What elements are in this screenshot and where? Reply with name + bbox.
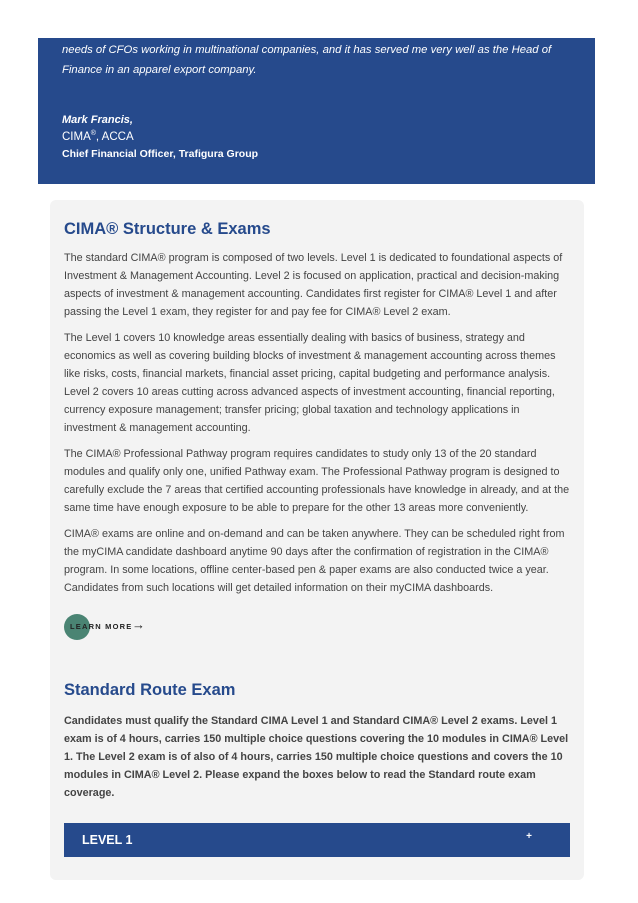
standard-route-body: Candidates must qualify the Standard CIMA Level 1 and Standard CIMA® Level 2 exams. Level 1 exam is of 4 hours, carries 150 multiple choice questions covering the 10 modules in CIMA® Level 1. The Level 2 exam is of also of 4 hours, carries 150 multiple choice questions and covers the 10 modules in CIMA® Level 2. Please expand the boxes below to read the Standard route exam coverage. [64, 715, 569, 799]
structure-paragraph: The CIMA® Professional Pathway program requires candidates to study only 13 of the 20 standard modules and qualify only one, unified Pathway exam. The Professional Pathway program is designed to carefully exclude the 7 areas that certified accounting professionals have knowledge in already, and at the same time have enough exposure to be able to prepare for the other 13 areas more conveniently. [64, 448, 570, 514]
testimonial-quote: needs of CFOs working in multinational companies, and it has served me very well as the Head of Finance in an apparel export company. [62, 44, 552, 76]
standard-route-title: Standard Route Exam [64, 681, 236, 699]
plus-icon[interactable]: + [526, 831, 532, 842]
standard-route-section [64, 681, 574, 810]
structure-paragraph: The Level 1 covers 10 knowledge areas essentially dealing with basics of business, strategy and economics as well as covering building blocks of investment & management accounting across themes like risks, costs, financial markets, financial asset pricing, capital budgeting and performance analysis. Level 2 covers 10 areas cutting across advanced aspects of investment accounting, financial reporting, currency exposure management; transfer pricing; global taxation and technology applications in investment & management accounting. [64, 332, 556, 434]
testimonial-credentials: CIMA®, ACCA [62, 130, 134, 143]
testimonial-block [38, 38, 595, 184]
structure-section [64, 220, 574, 605]
testimonial-author: Mark Francis, [62, 114, 133, 126]
structure-title: CIMA® Structure & Exams [64, 220, 271, 238]
learn-more-label: LEARN MORE [70, 622, 133, 631]
structure-paragraph: The standard CIMA® program is composed of two levels. Level 1 is dedicated to foundational aspects of Investment & Management Accounting. Level 2 is focused on application, practical and decision-making aspects of investment & management accounting. Candidates first register for CIMA® Level 1 and after passing the Level 1 exam, they register for and pay fee for CIMA® Level 2 exam. [64, 252, 563, 318]
accordion-level-1[interactable] [64, 823, 570, 857]
arrow-right-icon: → [132, 617, 145, 632]
accordion-title: LEVEL 1 [82, 833, 133, 847]
structure-paragraph: CIMA® exams are online and on-demand and can be taken anywhere. They can be scheduled right from the myCIMA candidate dashboard anytime 90 days after the confirmation of registration in the CIMA® program. In some locations, offline center-based pen & paper exams are also conducted twice a year. Candidates from such locations will get detailed information on their myCIMA dashboards. [64, 528, 565, 594]
testimonial-role: Chief Financial Officer, Trafigura Group [62, 147, 259, 160]
